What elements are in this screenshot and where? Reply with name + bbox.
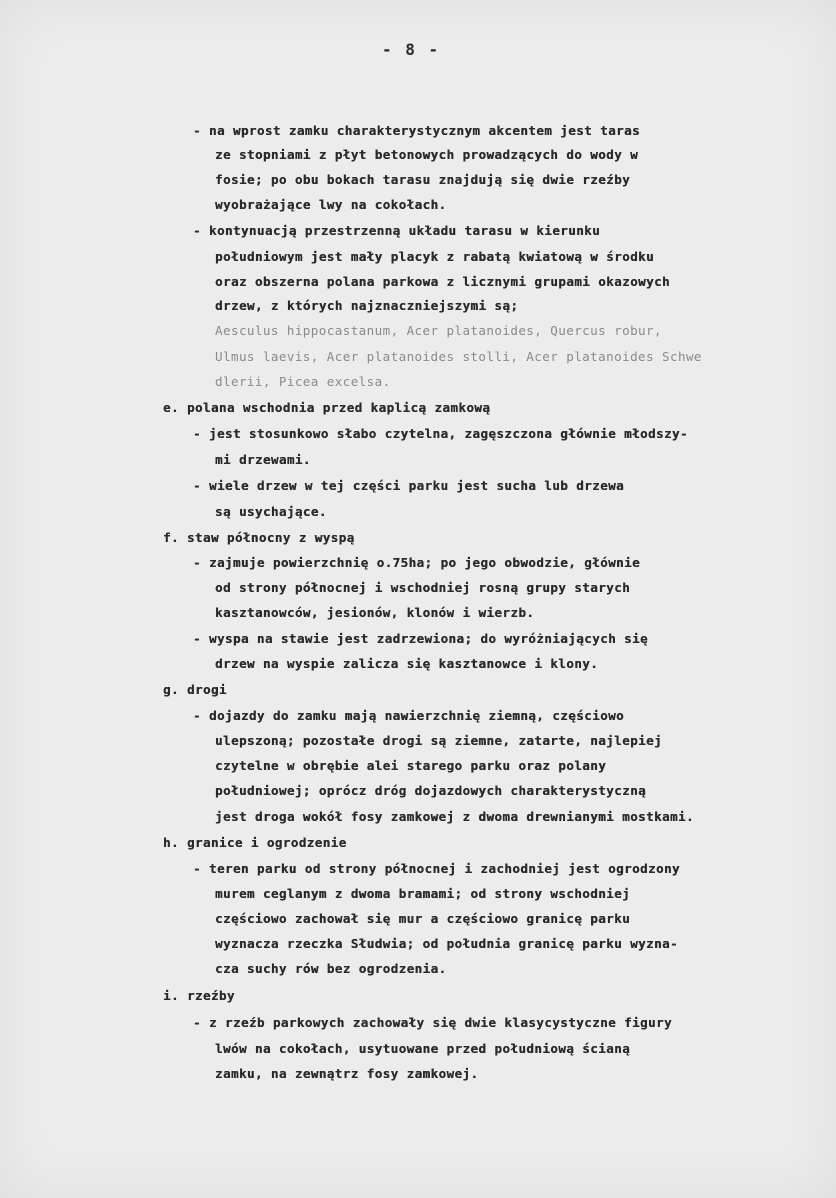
text-line: jest droga wokół fosy zamkowej z dwoma drewnianymi mostkami. <box>215 809 694 824</box>
text-line: kasztanowców, jesionów, klonów i wierzb. <box>215 605 535 620</box>
text-line: ze stopniami z płyt betonowych prowadzących do wody w <box>215 147 639 162</box>
text-line: mi drzewami. <box>215 452 311 467</box>
text-line: - teren parku od strony północnej i zachodniej jest ogrodzony <box>193 861 680 876</box>
text-line: - jest stosunkowo słabo czytelna, zagęszczona głównie młodszy- <box>193 426 688 441</box>
text-line: południowym jest mały placyk z rabatą kwiatową w środku <box>215 249 655 264</box>
text-line: - wyspa na stawie jest zadrzewiona; do wyróżniających się <box>193 631 648 646</box>
text-line: Aesculus hippocastanum, Acer platanoides, Quercus robur, <box>215 323 662 338</box>
text-line: południowej; oprócz dróg dojazdowych charakterystyczną <box>215 783 647 798</box>
section-heading: h. granice i ogrodzenie <box>163 835 347 850</box>
text-line: lwów na cokołach, usytuowane przed południową ścianą <box>215 1041 631 1056</box>
text-line: od strony północnej i wschodniej rosną grupy starych <box>215 580 631 595</box>
section-heading: g. drogi <box>163 682 227 697</box>
text-line: cza suchy rów bez ogrodzenia. <box>215 961 447 976</box>
text-line: drzew, z których najznaczniejszymi są; <box>215 298 519 313</box>
text-line: dlerii, Picea excelsa. <box>215 374 391 389</box>
text-line: są usychające. <box>215 504 327 519</box>
text-line: - zajmuje powierzchnię o.75ha; po jego obwodzie, głównie <box>193 555 640 570</box>
section-heading: e. polana wschodnia przed kaplicą zamkową <box>163 400 491 415</box>
text-line: drzew na wyspie zalicza się kasztanowce i klony. <box>215 656 599 671</box>
text-line: wyznacza rzeczka Słudwia; od południa granicę parku wyzna- <box>215 936 678 951</box>
page-number: - 8 - <box>382 40 441 59</box>
text-line: fosie; po obu bokach tarasu znajdują się dwie rzeźby <box>215 172 631 187</box>
text-line: zamku, na zewnątrz fosy zamkowej. <box>215 1066 479 1081</box>
section-heading: f. staw północny z wyspą <box>163 530 355 545</box>
text-line: - kontynuacją przestrzenną układu tarasu w kierunku <box>193 223 601 238</box>
text-line: - dojazdy do zamku mają nawierzchnię ziemną, częściowo <box>193 708 625 723</box>
text-line: ulepszoną; pozostałe drogi są ziemne, zatarte, najlepiej <box>215 733 662 748</box>
text-line: oraz obszerna polana parkowa z licznymi grupami okazowych <box>215 274 670 289</box>
text-line: Ulmus laevis, Acer platanoides stolli, Acer platanoides Schwe <box>215 349 702 364</box>
text-line: czytelne w obrębie alei starego parku oraz polany <box>215 758 607 773</box>
text-line: wyobrażające lwy na cokołach. <box>215 197 447 212</box>
text-line: murem ceglanym z dwoma bramami; od strony wschodniej <box>215 886 631 901</box>
text-line: częściowo zachował się mur a częściowo granicę parku <box>215 911 631 926</box>
text-line: - wiele drzew w tej części parku jest sucha lub drzewa <box>193 478 625 493</box>
text-line: - na wprost zamku charakterystycznym akcentem jest taras <box>193 123 640 138</box>
section-heading: i. rzeźby <box>163 988 235 1003</box>
text-line: - z rzeźb parkowych zachowały się dwie klasycystyczne figury <box>193 1015 672 1030</box>
